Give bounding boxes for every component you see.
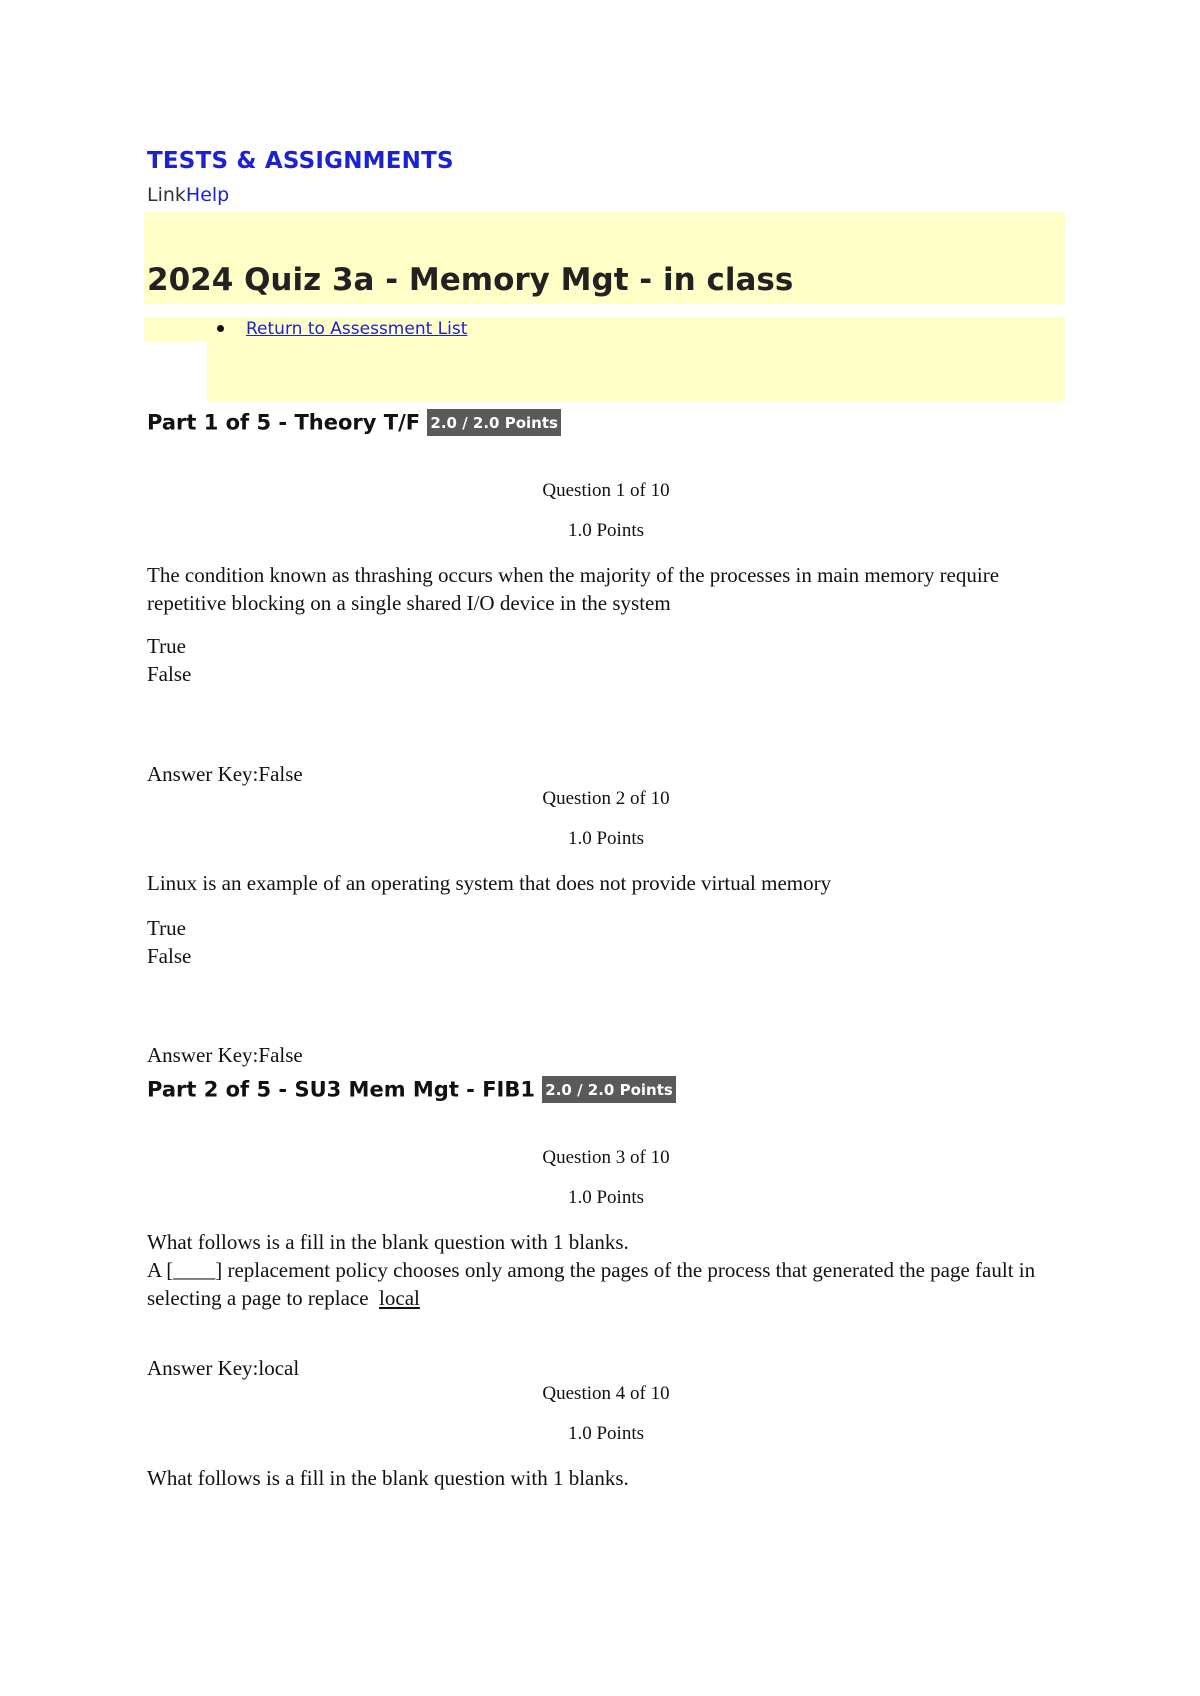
part-2-points-badge: 2.0 / 2.0 Points xyxy=(542,1076,676,1103)
question-2-choice-false[interactable]: False xyxy=(147,944,192,968)
return-to-assessment-list-link[interactable]: Return to Assessment List xyxy=(246,319,468,339)
bullet-icon xyxy=(217,325,224,332)
header-links xyxy=(147,184,229,206)
question-2-choice-true[interactable]: True xyxy=(147,916,186,940)
question-4-number: Question 4 of 10 xyxy=(542,1383,670,1404)
question-1-answer-key: Answer Key:False xyxy=(147,762,303,786)
part-2-title xyxy=(147,1077,676,1104)
question-2-answer-key: Answer Key:False xyxy=(147,1043,303,1067)
part-1-points-badge: 2.0 / 2.0 Points xyxy=(427,409,561,436)
question-1-points: 1.0 Points xyxy=(567,520,645,541)
question-2-number: Question 2 of 10 xyxy=(542,788,670,809)
question-2-text: Linux is an example of an operating system that does not provide virtual memory xyxy=(147,871,832,895)
question-3-intro: What follows is a fill in the blank question with 1 blanks. xyxy=(147,1230,629,1254)
question-3-points: 1.0 Points xyxy=(567,1187,645,1208)
section-title: TESTS & ASSIGNMENTS xyxy=(147,148,454,174)
help-link[interactable]: Help xyxy=(185,184,230,206)
question-3-text-block xyxy=(147,1256,1065,1312)
part-1-title xyxy=(147,410,561,437)
question-4-intro: What follows is a fill in the blank question with 1 blanks. xyxy=(147,1466,629,1490)
question-1-number: Question 1 of 10 xyxy=(542,480,670,501)
question-2-points: 1.0 Points xyxy=(567,828,645,849)
question-3-answer-key: Answer Key:local xyxy=(147,1356,300,1380)
question-3-response: local xyxy=(379,1286,420,1310)
nav-list xyxy=(217,319,467,339)
question-4-points: 1.0 Points xyxy=(567,1423,645,1444)
question-3-text: A [____] replacement policy chooses only among the pages of the process that generated the page fault in selecting a page to replace xyxy=(147,1258,1036,1310)
quiz-title: 2024 Quiz 3a - Memory Mgt - in class xyxy=(147,262,794,298)
question-1-choice-true[interactable]: True xyxy=(147,634,186,658)
question-1-text: The condition known as thrashing occurs when the majority of the processes in main memory require repetitive blocking on a single shared I/O device in the system xyxy=(147,563,1000,615)
part-2-label: Part 2 of 5 - SU3 Mem Mgt - FIB1 xyxy=(147,1077,535,1102)
question-3-number: Question 3 of 10 xyxy=(542,1147,670,1168)
question-1-choice-false[interactable]: False xyxy=(147,662,192,686)
link-label[interactable]: Link xyxy=(147,184,186,206)
part-1-label: Part 1 of 5 - Theory T/F xyxy=(147,410,421,435)
